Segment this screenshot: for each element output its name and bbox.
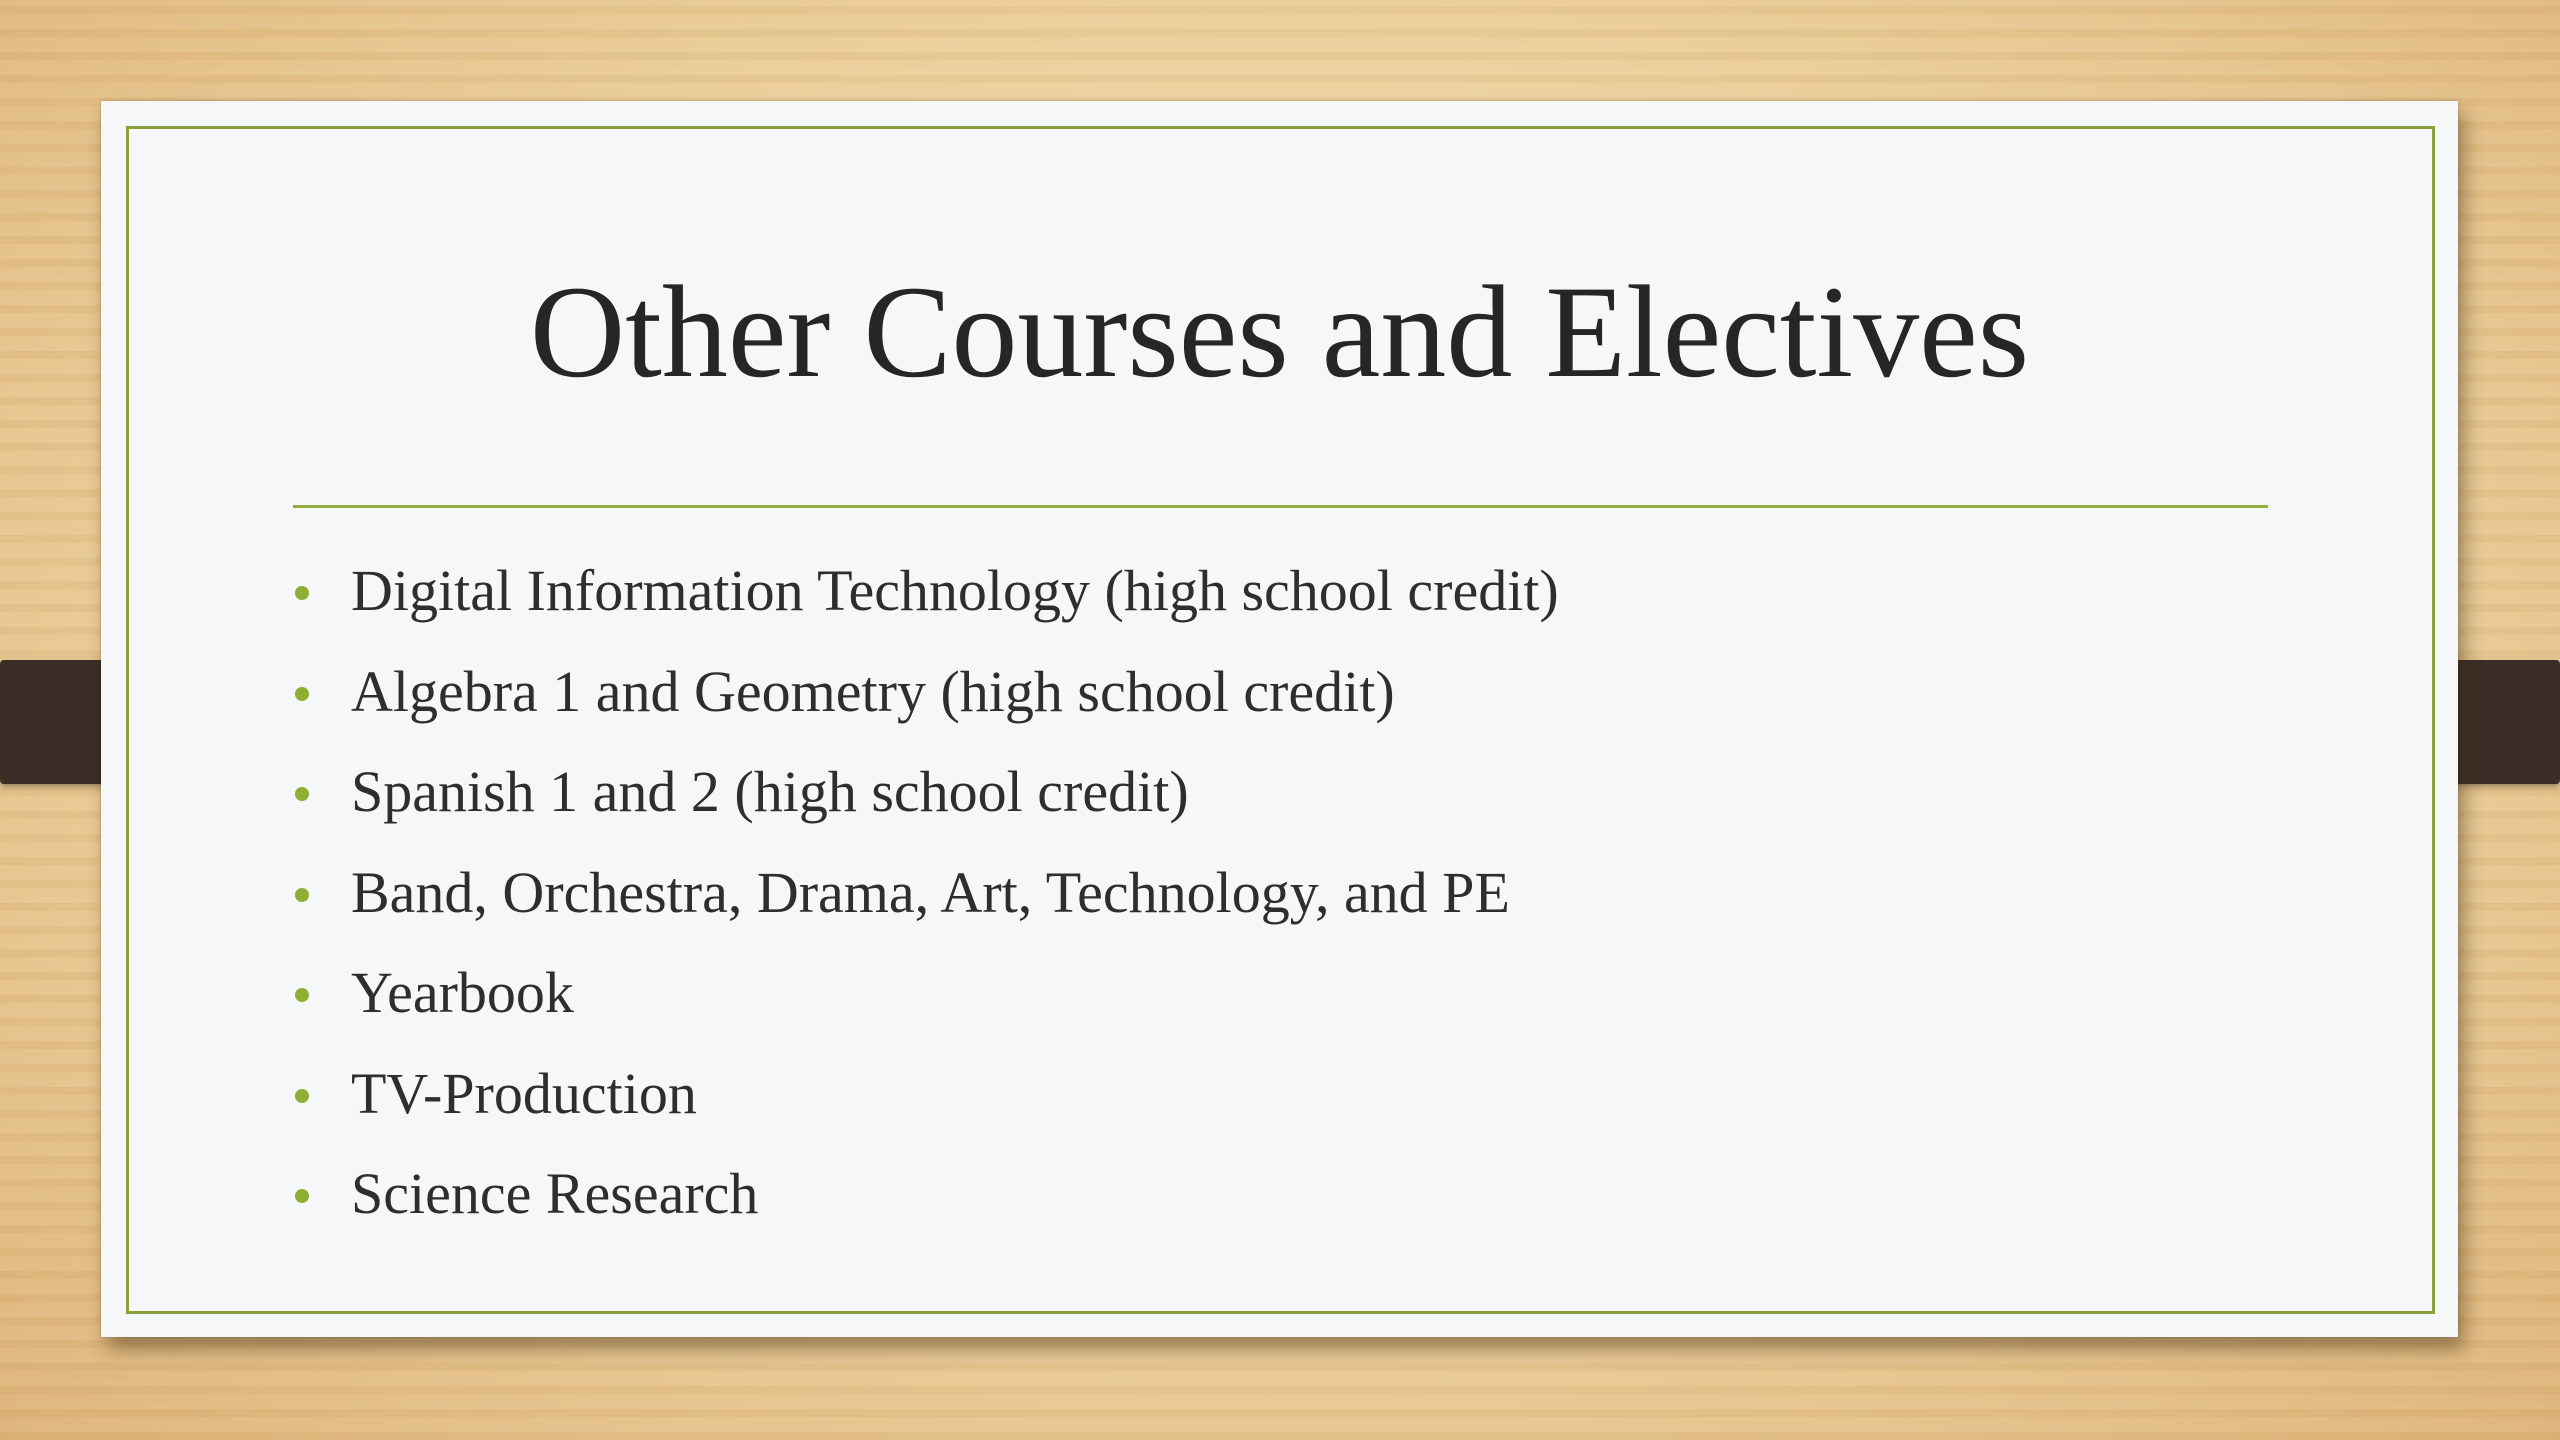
bullet-text: Digital Information Technology (high school credit)	[351, 558, 1559, 623]
bullet-item	[293, 642, 1559, 743]
bullet-text: Band, Orchestra, Drama, Art, Technology, and PE	[351, 859, 1510, 925]
bullet-item	[293, 943, 1559, 1044]
bullet-item	[293, 541, 1559, 642]
slide	[101, 101, 2458, 1337]
bullet-text: Yearbook	[351, 960, 574, 1025]
bullet-list	[293, 541, 1559, 1245]
bullet-item	[293, 1144, 1559, 1245]
bullet-dot-icon	[295, 687, 309, 701]
bullet-dot-icon	[295, 1089, 309, 1103]
bullet-text: Algebra 1 and Geometry (high school credit)	[351, 658, 1395, 724]
bullet-dot-icon	[295, 787, 309, 801]
bullet-item	[293, 1044, 1559, 1145]
bullet-text: TV-Production	[351, 1060, 697, 1126]
bullet-text: Spanish 1 and 2 (high school credit)	[351, 759, 1189, 824]
bullet-dot-icon	[295, 1189, 309, 1203]
bullet-item	[293, 742, 1559, 843]
bullet-item	[293, 843, 1559, 944]
title-divider	[293, 505, 2268, 508]
bullet-dot-icon	[295, 988, 309, 1002]
bullet-dot-icon	[295, 586, 309, 600]
bullet-text: Science Research	[351, 1161, 759, 1226]
slide-title: Other Courses and Electives	[529, 258, 2030, 405]
bullet-dot-icon	[295, 888, 309, 902]
